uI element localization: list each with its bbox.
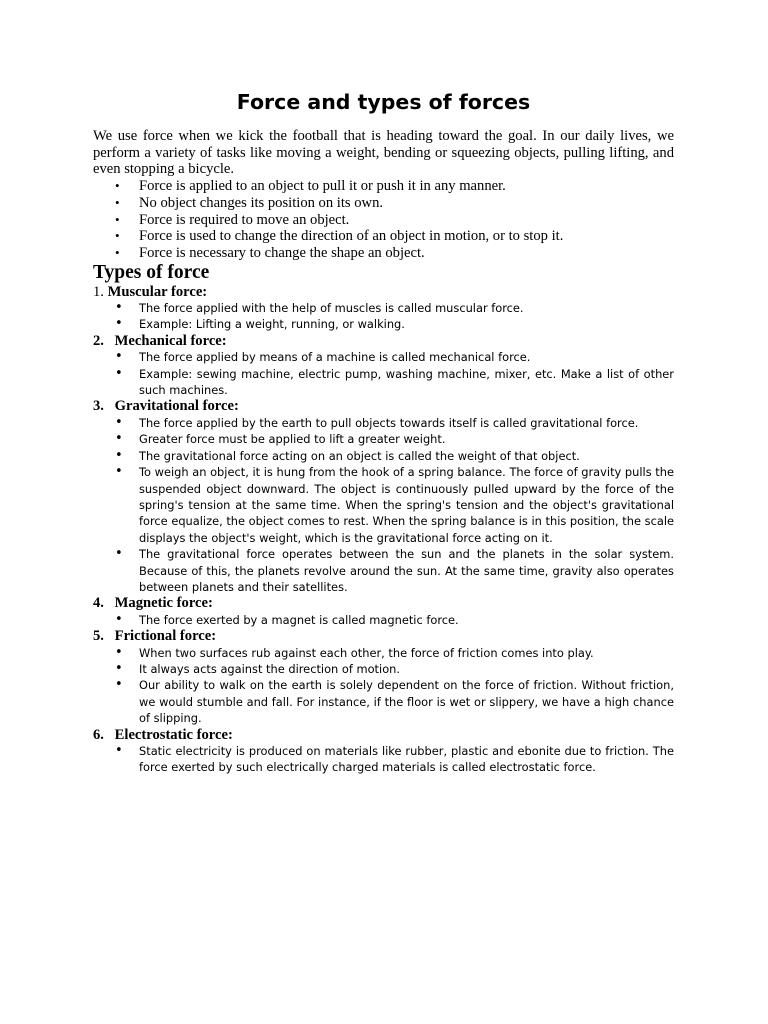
- bullet-icon: •: [115, 349, 123, 365]
- force-section: [93, 284, 674, 333]
- section-bullet-item: [93, 612, 674, 628]
- section-bullet-list: [93, 300, 674, 333]
- section-bullet-item-text: Example: sewing machine, electric pump, washing machine, mixer, etc. Make a list of other such machines.: [139, 366, 674, 398]
- bullet-icon: •: [115, 178, 120, 194]
- section-number: 4.: [93, 595, 104, 612]
- force-section: [93, 628, 674, 726]
- section-number: 1.: [93, 283, 104, 300]
- intro-bullet-item-text: Force is necessary to change the shape an object.: [139, 244, 425, 261]
- section-bullet-item: [93, 366, 674, 399]
- section-bullet-item: [93, 645, 674, 661]
- section-bullet-list: [93, 415, 674, 595]
- bullet-icon: •: [115, 211, 120, 227]
- bullet-icon: •: [115, 244, 120, 260]
- intro-paragraph: We use force when we kick the football that is heading toward the goal. In our daily lives, we perform a variety of tasks like moving a weight, bending or squeezing objects, pulling lifting, and even stopping a bicycle.: [93, 128, 674, 178]
- intro-bullet-item-text: No object changes its position on its own.: [139, 194, 384, 211]
- section-bullet-item: [93, 349, 674, 365]
- section-heading: [93, 727, 674, 743]
- section-title: Magnetic force:: [114, 595, 213, 612]
- bullet-icon: •: [115, 464, 123, 480]
- section-bullet-item: [93, 464, 674, 546]
- section-bullet-list: [93, 612, 674, 628]
- intro-bullet-item-text: Force is required to move an object.: [139, 211, 350, 228]
- section-bullet-item-text: The force applied by the earth to pull objects towards itself is called gravitational force.: [139, 415, 639, 430]
- force-types-list: [93, 284, 674, 776]
- bullet-icon: •: [115, 743, 123, 758]
- section-number: 3.: [93, 398, 104, 415]
- bullet-icon: •: [115, 431, 123, 447]
- section-bullet-item: [93, 415, 674, 431]
- section-title: Muscular force:: [107, 283, 208, 300]
- bullet-icon: •: [115, 644, 123, 660]
- bullet-icon: •: [115, 316, 123, 332]
- section-bullet-item-text: Static electricity is produced on materials like rubber, plastic and ebonite due to friction. The force exerted by such electrically charged materials is called electrostatic force.: [139, 744, 674, 775]
- section-bullet-item-text: The gravitational force operates between the sun and the planets in the solar system. Because of this, the planets revolve around the sun. At the same time, gravity also operates between planets and their satellites.: [139, 547, 674, 594]
- section-heading: [93, 398, 674, 414]
- section-bullet-item-text: When two surfaces rub against each other, the force of friction comes into play.: [139, 645, 594, 660]
- section-title: Electrostatic force:: [114, 726, 233, 743]
- intro-bullet-item: [93, 178, 674, 195]
- intro-bullet-item-text: Force is used to change the direction of an object in motion, or to stop it.: [139, 228, 564, 245]
- bullet-icon: •: [115, 447, 123, 463]
- section-bullet-list: [93, 349, 674, 398]
- types-heading: Types of force: [93, 261, 210, 283]
- section-title: Frictional force:: [114, 628, 217, 645]
- bullet-icon: •: [115, 365, 123, 381]
- force-section: [93, 333, 674, 399]
- section-bullet-item-text: The force exerted by a magnet is called magnetic force.: [139, 612, 459, 627]
- intro-bullet-list: [93, 178, 674, 262]
- section-heading: [93, 595, 674, 611]
- section-title: Mechanical force:: [114, 332, 227, 349]
- document-page: [93, 88, 674, 776]
- section-bullet-item: [93, 546, 674, 595]
- intro-bullet-item-text: Force is applied to an object to pull it or push it in any manner.: [139, 178, 506, 195]
- bullet-icon: •: [115, 611, 123, 627]
- section-heading: [93, 628, 674, 644]
- section-bullet-item-text: Greater force must be applied to lift a greater weight.: [139, 432, 446, 447]
- force-section: [93, 727, 674, 776]
- section-bullet-item: [93, 448, 674, 464]
- section-title: Gravitational force:: [114, 398, 239, 415]
- section-bullet-item: [93, 431, 674, 447]
- section-bullet-item-text: It always acts against the direction of motion.: [139, 661, 400, 676]
- section-bullet-item-text: Example: Lifting a weight, running, or walking.: [139, 317, 405, 332]
- bullet-icon: •: [115, 660, 123, 676]
- section-bullet-item-text: The gravitational force acting on an object is called the weight of that object.: [139, 448, 580, 463]
- force-section: [93, 398, 674, 595]
- intro-bullet-item: [93, 195, 674, 212]
- section-bullet-item-text: The force applied with the help of muscles is called muscular force.: [139, 301, 524, 316]
- bullet-icon: •: [115, 546, 123, 562]
- section-bullet-item-text: Our ability to walk on the earth is solely dependent on the force of friction. Without friction, we would stumble and fall. For instance, if the floor is wet or slippery, we have a high chance of slipping.: [139, 678, 674, 726]
- intro-bullet-item: [93, 228, 674, 245]
- force-section: [93, 595, 674, 628]
- section-bullet-item: [93, 743, 674, 776]
- section-bullet-item-text: The force applied by means of a machine is called mechanical force.: [139, 350, 531, 365]
- bullet-icon: •: [115, 300, 123, 316]
- section-number: 5.: [93, 628, 104, 645]
- section-heading: [93, 284, 674, 300]
- bullet-icon: •: [115, 194, 120, 210]
- document-title: Force and types of forces: [236, 90, 531, 114]
- section-heading: [93, 333, 674, 349]
- intro-bullet-item: [93, 245, 674, 262]
- section-number: 2.: [93, 332, 104, 349]
- section-bullet-item-text: To weigh an object, it is hung from the hook of a spring balance. The force of gravity pulls the suspended object downward. The object is continuously pulled upward by the force of the spring's tension at the same time. When the spring's tension and the object's gravitational force equalize, the object comes to rest. When the spring balance is in this position, the scale displays the object's weight, which is the gravitational force acting on it.: [139, 465, 674, 545]
- intro-bullet-item: [93, 212, 674, 229]
- section-bullet-list: [93, 743, 674, 776]
- bullet-icon: •: [115, 414, 123, 430]
- section-bullet-item: [93, 677, 674, 726]
- section-bullet-item: [93, 300, 674, 316]
- section-bullet-item: [93, 316, 674, 332]
- section-bullet-list: [93, 645, 674, 727]
- section-number: 6.: [93, 726, 104, 743]
- bullet-icon: •: [115, 228, 120, 244]
- bullet-icon: •: [115, 677, 123, 693]
- section-bullet-item: [93, 661, 674, 677]
